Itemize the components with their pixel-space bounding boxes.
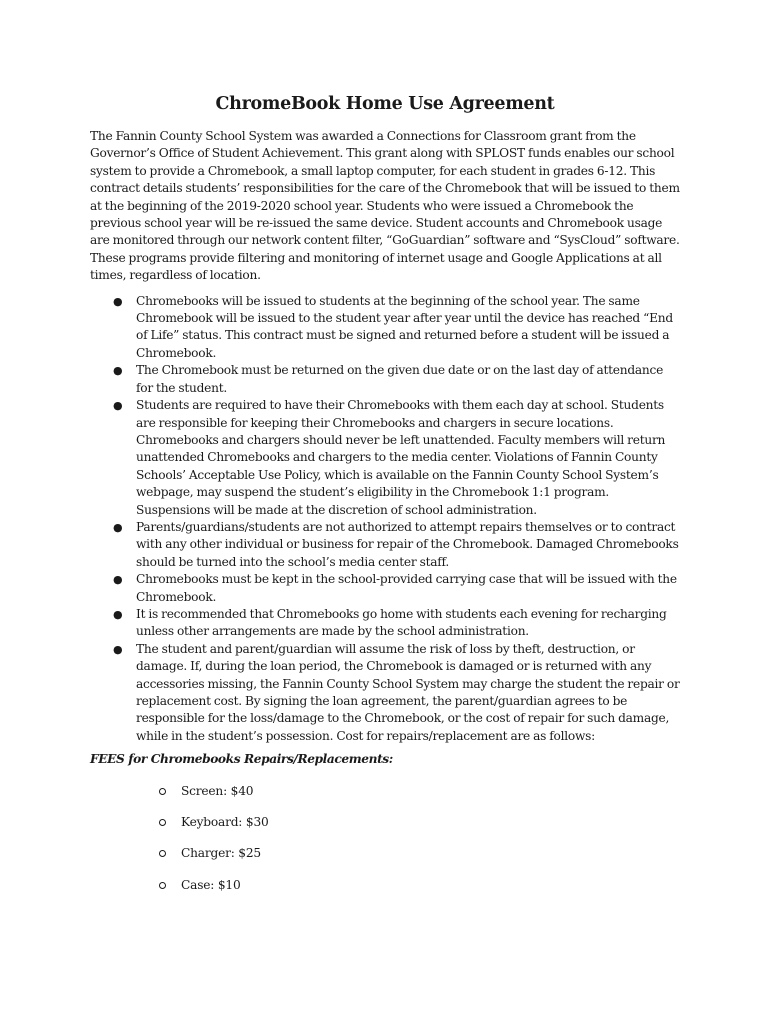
bullet-icon: ●	[113, 573, 123, 587]
rule-text: The Chromebook must be returned on the given due date or on the last day of attendance for the student.	[136, 363, 664, 395]
list-item	[181, 783, 680, 800]
rule-text: It is recommended that Chromebooks go home with students each evening for recharging unless other arrangements are made by the school administration.	[136, 606, 667, 639]
list-item	[113, 571, 680, 606]
document-title: ChromeBook Home Use Agreement	[215, 94, 555, 114]
bullet-icon: ●	[113, 642, 123, 656]
list-item	[113, 606, 680, 641]
rule-text: Students are required to have their Chromebooks with them each day at school. Students are responsible for keeping their Chromebooks and chargers in secure locations. Chromebooks and chargers should never be left unattended. Faculty members will return unattended Chromebooks and chargers to the media center. Violations of Fannin County Schools’ Acceptable Use Policy, which is available on the Fannin County School System’s webpage, may suspend the student’s eligibility in the Chromebook 1:1 program. Suspensions will be made at the discretion of school administration.	[136, 398, 666, 517]
circle-bullet-icon	[159, 882, 166, 889]
fee-text: Screen: $40	[181, 783, 254, 798]
list-item	[113, 641, 680, 745]
rule-text: Chromebooks will be issued to students at the beginning of the school year. The same Chromebook will be issued to the student year after year until the device has reached “End of Life” status. This contract must be signed and returned before a student will be issued a Chromebook.	[136, 293, 673, 360]
fee-text: Case: $10	[181, 877, 241, 892]
circle-bullet-icon	[159, 819, 166, 826]
fee-text: Charger: $25	[181, 846, 261, 861]
bullet-icon: ●	[113, 364, 123, 378]
rule-text: The student and parent/guardian will assume the risk of loss by theft, destruction, or damage. If, during the loan period, the Chromebook is damaged or is returned with any accessories missing, the Fannin County School System may charge the student the repair or replacement cost. By signing the loan agreement, the parent/guardian agrees to be responsible for the loss/damage to the Chromebook, or the cost of repair for such damage, while in the student’s possession. Cost for repairs/replacement are as follows:	[136, 641, 680, 743]
fees-list	[90, 783, 680, 895]
list-item	[113, 362, 680, 397]
circle-bullet-icon	[159, 850, 166, 857]
rules-list	[90, 293, 680, 746]
bullet-icon: ●	[113, 520, 123, 534]
list-item	[181, 814, 680, 831]
list-item	[113, 519, 680, 571]
rule-text: Chromebooks must be kept in the school-provided carrying case that will be issued with the Chromebook.	[136, 572, 677, 604]
bullet-icon: ●	[113, 294, 123, 308]
intro-paragraph: The Fannin County School System was awarded a Connections for Classroom grant from the Governor’s Office of Student Achievement. This grant along with SPLOST funds enables our school system to provide a Chromebook, a small laptop computer, for each student in grades 6-12. This contract details students’ responsibilities for the care of the Chromebook that will be issued to them at the beginning of the 2019-2020 school year. Students who were issued a Chromebook the previous school year will be re-issued the same device. Student accounts and Chromebook usage are monitored through our network content filter, “GoGuardian” software and “SysCloud” software. These programs provide filtering and monitoring of internet usage and Google Applications at all times, regardless of location.	[90, 129, 680, 283]
list-item	[181, 877, 680, 894]
circle-bullet-icon	[159, 788, 166, 795]
fees-heading: FEES for Chromebooks Repairs/Replacements:	[90, 752, 393, 767]
bullet-icon: ●	[113, 607, 123, 621]
bullet-icon: ●	[113, 399, 123, 413]
rule-text: Parents/guardians/students are not authorized to attempt repairs themselves or to contract with any other individual or business for repair of the Chromebook. Damaged Chromebooks should be turned into the school’s media center staff.	[136, 519, 679, 569]
list-item	[113, 293, 680, 363]
fee-text: Keyboard: $30	[181, 815, 269, 830]
list-item	[113, 397, 680, 519]
list-item	[181, 845, 680, 862]
document-page	[90, 92, 680, 908]
